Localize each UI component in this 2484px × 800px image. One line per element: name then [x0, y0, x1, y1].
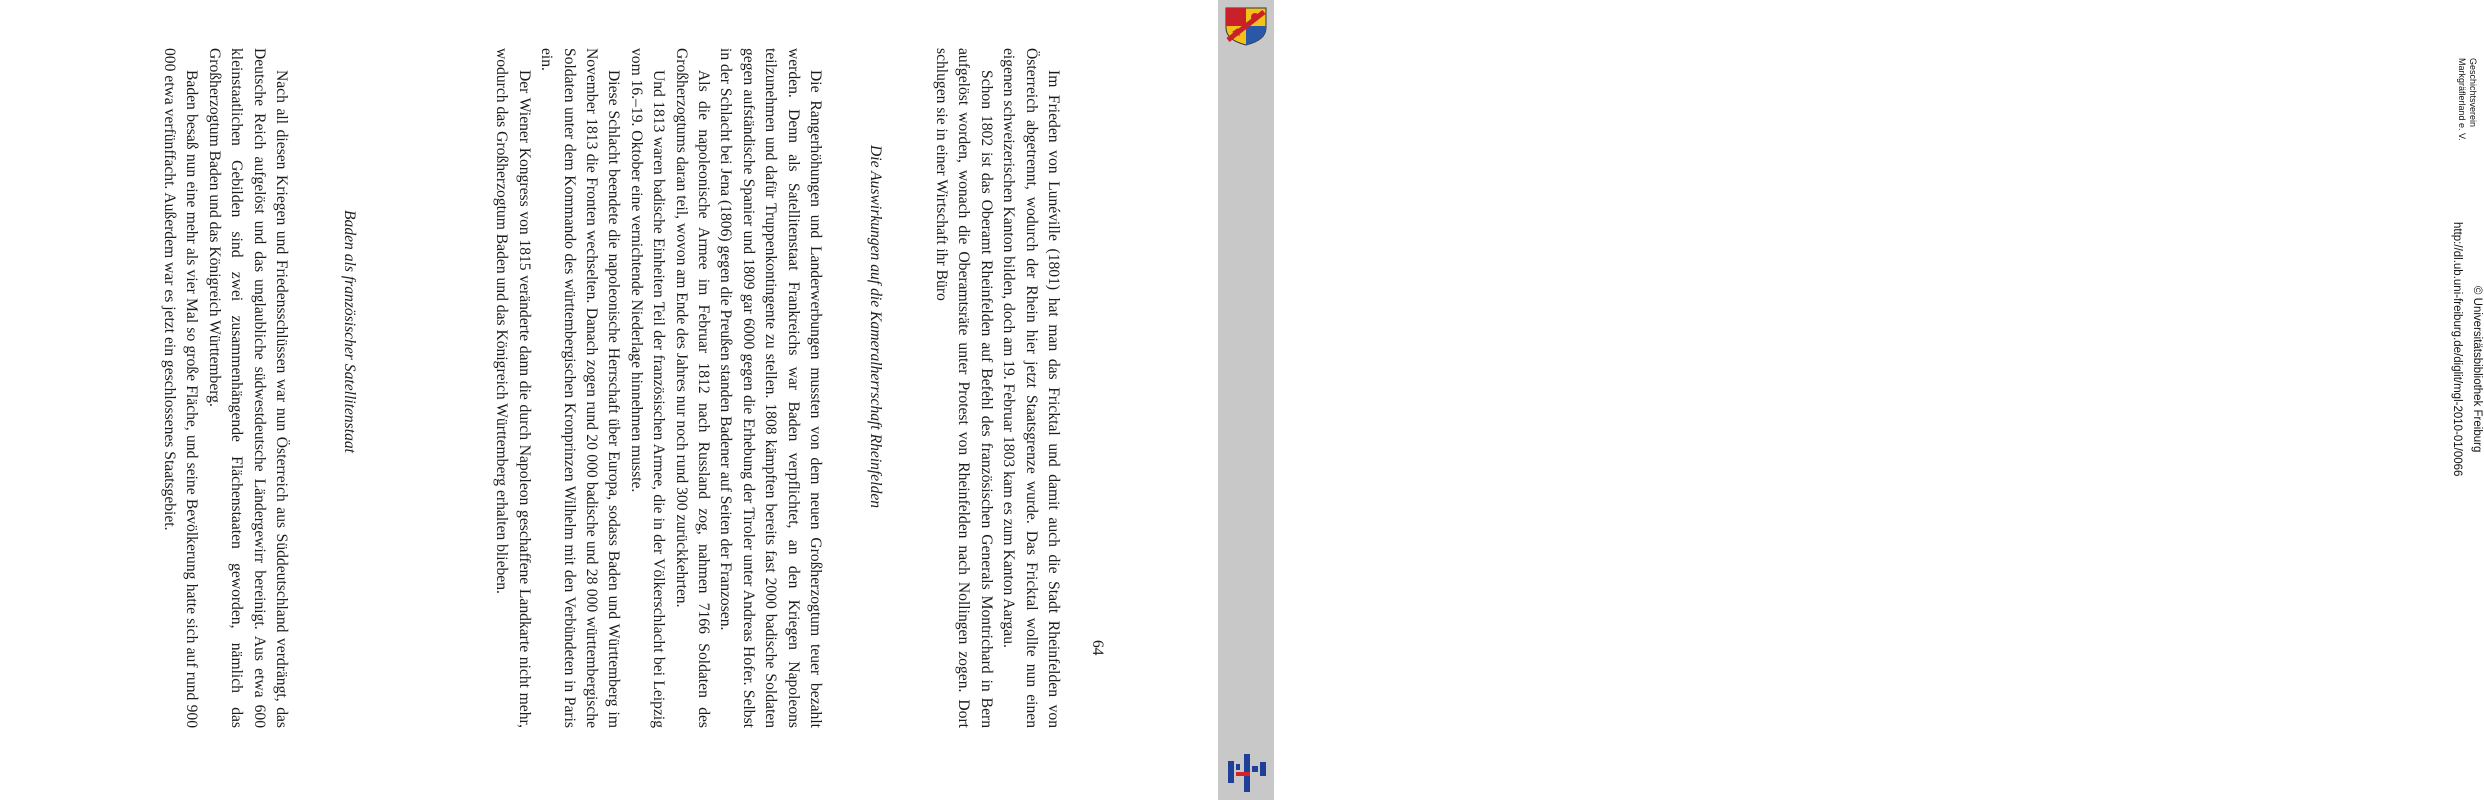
- paragraph: Und 1813 waren badische Einheiten Teil der französischen Armee, die in der Völkerschlacht bei Leipzig vom 16.–19. Oktober eine vernichtende Niederlage hinnehmen musste.: [627, 48, 668, 728]
- paragraph: Diese Schlacht beendete die napoleonische Herrschaft über Europa, sodass Baden und Württemberg im November 1813 die Fronten wechselten. Danach zogen rund 20 000 badische und 28 000 württembergische Soldaten unter dem Kommando des württembergischen Kronprinzen Wilhelm mit den Verbündeten in Paris ein.: [538, 48, 623, 728]
- paragraph: Der Wiener Kongress von 1815 veränderte dann die durch Napoleon geschaffene Landkarte nicht mehr, wodurch das Großherzogtum Baden und das Königreich Württemberg erhalten blieben.: [493, 48, 533, 728]
- text-block-1: [122, 48, 292, 728]
- society-line-1: Geschichtsverein: [2468, 58, 2478, 128]
- society-line-2: Markgräflerland e. V.: [2457, 58, 2467, 141]
- copyright-text: © Universitätsbibliothek Freiburg: [2471, 286, 2483, 453]
- document-page: [0, 0, 1218, 800]
- text-block-3: [906, 48, 1064, 728]
- paragraph: Schon 1802 ist das Oberamt Rheinfelden auf Befehl des französischen Generals Montrichard in Bern aufgelöst worden, wonach die Oberamtsräte unter Protest von Rheinfelden nach Nollingen zogen. Dort schlugen sie in einer Wirtschaft ihr Büro: [932, 48, 995, 728]
- paragraph: Als die napoleonische Armee im Februar 1812 nach Russland zog, nahmen 7166 Soldaten des Großherzogtums daran teil, wovon am Ende des Jahres nur noch rund 300 zurückkehrten.: [672, 48, 712, 728]
- ub-logo: [1218, 750, 1274, 798]
- paragraph: Im Frieden von Lunéville (1801) hat man das Fricktal und damit auch die Stadt Rheinfelden von Österreich abgetrennt, wodurch der Rhein hier jetzt Staatsgrenze wurde. Das Fricktal wollte nun einen eigenen schweizerischen Kanton bilden, doch am 19. Februar 1803 kam es zum Kanton Aargau.: [1000, 48, 1062, 728]
- page-number: 64: [1089, 640, 1106, 656]
- section-heading: Die Auswirkungen auf die Kameralherrschaft Rheinfelden: [867, 145, 884, 509]
- crest-logo: [1224, 6, 1268, 46]
- society-name: [2456, 58, 2478, 141]
- paragraph: Nach all diesen Kriegen und Friedensschlüssen war nun Österreich aus Süddeutschland verdrängt, das Deutsche Reich aufgelöst und das unglaubliche südwestdeutsche Ländergewirr bereinigt. Aus etwa 600 kleinstaatlichen Gebilden sind zwei zusammenhängende Flächenstaaten geworden, nämlich das Großherzogtum Baden und das Königreich Württemberg.: [205, 48, 290, 728]
- paragraph: Baden besaß nun eine mehr als vier Mal so große Fläche, und seine Bevölkerung hatte sich auf rund 900 000 etwa verfünffacht. Außerdem war es jetzt ein geschlossenes Staatsgebiet.: [160, 48, 201, 728]
- paragraph: Die Rangerhöhungen und Landerwerbungen mussten von dem neuen Großherzogtum teuer bezahlt werden. Denn als Satellitenstaat Frankreichs war Baden verpflichtet, an den Kriegen Napoleons teilzunehmen und dafür Truppenkontingente zu stellen. 1808 kämpften bereits fast 2000 badische Soldaten gegen aufständische Spanier und 1809 gar 6000 gegen die Erhebung der Tiroler unter Andreas Hofer. Selbst in der Schlacht bei Jena (1806) gegen die Preußen standen Badener auf Seiten der Franzosen.: [717, 48, 824, 728]
- permalink-url[interactable]: http://dl.ub.uni-freiburg.de/diglit/mgl-2010-01/0066: [2451, 222, 2463, 477]
- section-heading: Baden als französischer Satellitenstaat: [341, 210, 358, 453]
- text-block-2: [380, 48, 826, 728]
- viewer-sidebar: [1218, 0, 2483, 800]
